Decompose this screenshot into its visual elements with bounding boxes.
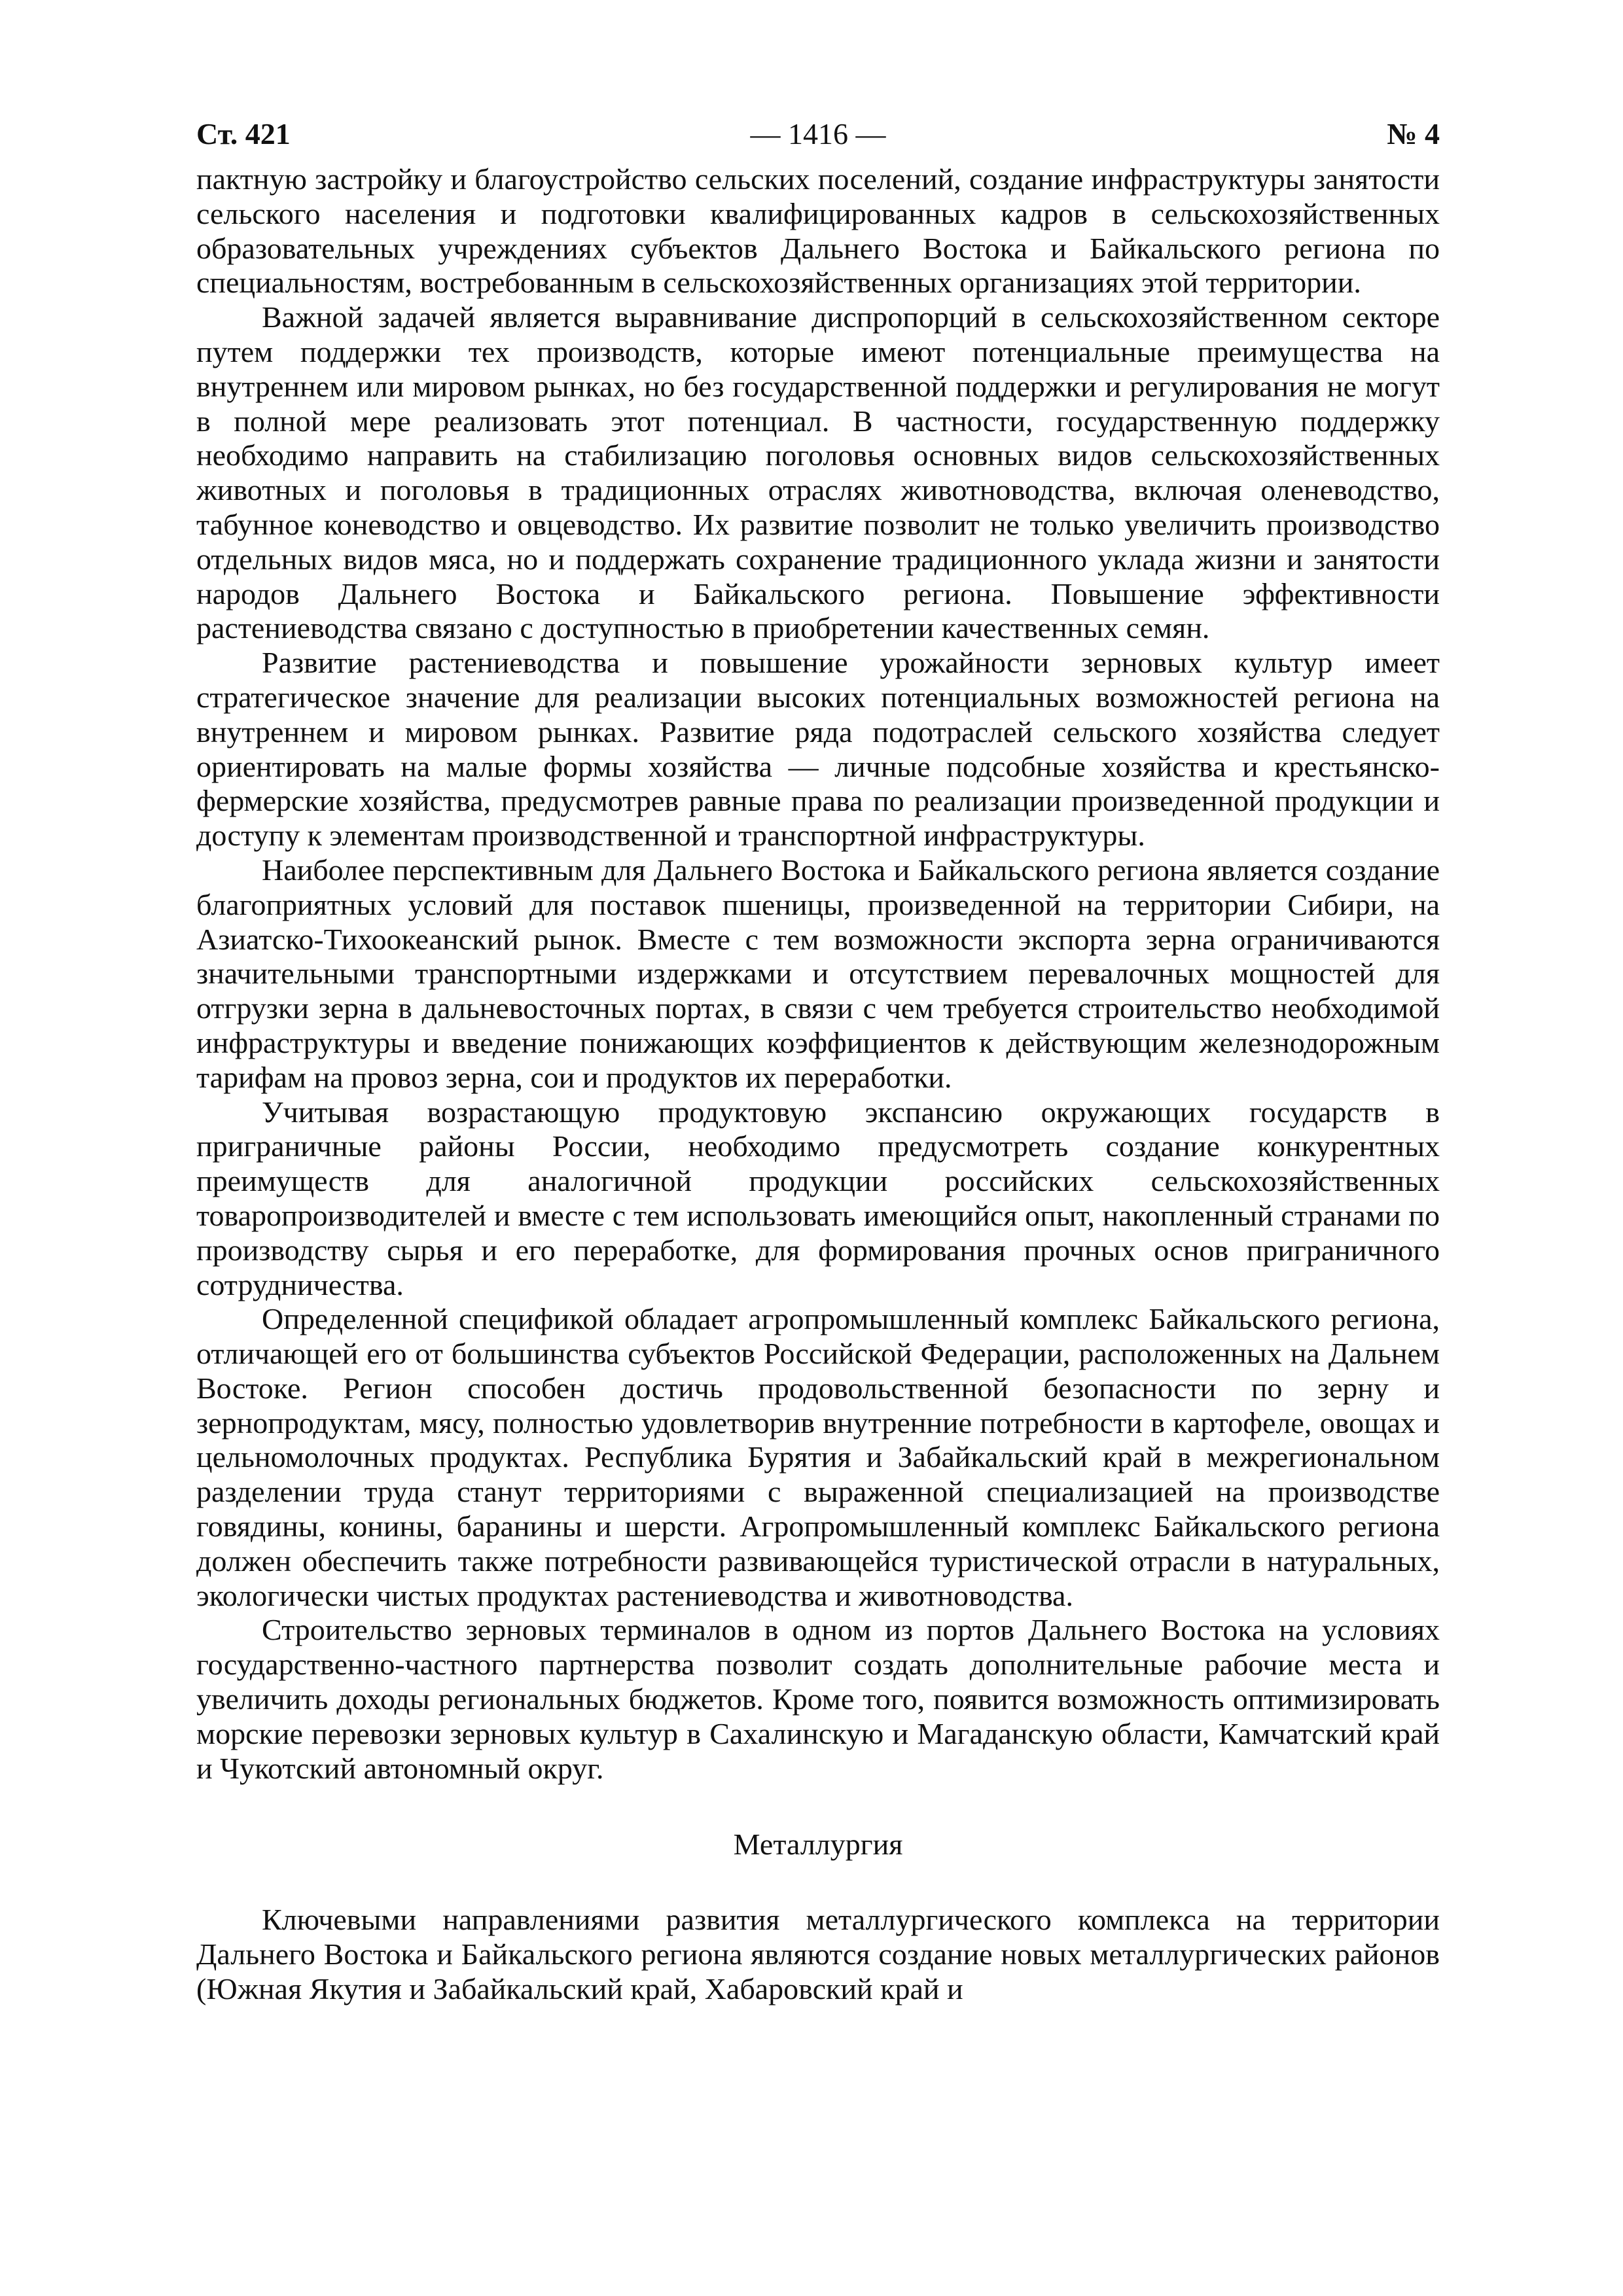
paragraph: Важной задачей является выравнивание диспропорций в сельскохозяйственном секторе путем поддержки тех производств, которые имеют потенциальные преимущества на внутреннем или мировом рынках, но без государственной поддержки и регулирования не могут в полной мере реализовать этот потенциал. В частности, государственную поддержку необходимо направить на стабилизацию поголовья основных видов сельскохозяйственных животных и поголовья в традиционных отраслях животноводства, включая оленеводство, табунное коневодство и овцеводство. Их развитие позволит не только увеличить производство отдельных видов мяса, но и поддержать сохранение традиционного уклада жизни и занятости народов Дальнего Востока и Байкальского региона. Повышение эффективности растениеводства связано с доступностью в приобретении качественных семян.	[196, 300, 1440, 645]
paragraph: Развитие растениеводства и повышение урожайности зерновых культур имеет стратегическое значение для реализации высоких потенциальных возможностей региона на внутреннем и мировом рынках. Развитие ряда подотраслей сельского хозяйства следует ориентировать на малые формы хозяйства — личные подсобные хозяйства и крестьянско-фермерские хозяйства, предусмотрев равные права по реализации произведенной продукции и доступу к элементам производственной и транспортной инфраструктуры.	[196, 646, 1440, 853]
paragraph: Строительство зерновых терминалов в одном из портов Дальнего Востока на условиях государственно-частного партнерства позволит создать дополнительные рабочие места и увеличить доходы региональных бюджетов. Кроме того, появится возможность оптимизировать морские перевозки зерновых культур в Сахалинскую и Магаданскую области, Камчатский край и Чукотский автономный округ.	[196, 1613, 1440, 1785]
paragraph: Учитывая возрастающую продуктовую экспансию окружающих государств в приграничные районы России, необходимо предусмотреть создание конкурентных преимуществ для аналогичной продукции российских сельскохозяйственных товаропроизводителей и вместе с тем использовать имеющийся опыт, накопленный странами по производству сырья и его переработке, для формирования прочных основ приграничного сотрудничества.	[196, 1095, 1440, 1301]
page-number: — 1416 —	[750, 117, 886, 150]
document-body	[196, 162, 1440, 2007]
issue-number: № 4	[1387, 117, 1440, 150]
paragraph: Наиболее перспективным для Дальнего Востока и Байкальского региона является создание благоприятных условий для поставок пшеницы, произведенной на территории Сибири, на Азиатско-Тихоокеанский рынок. Вместе с тем возможности экспорта зерна ограничиваются значительными транспортными издержками и отсутствием перевалочных мощностей для отгрузки зерна в дальневосточных портах, в связи с чем требуется строительство необходимой инфраструктуры и введение понижающих коэффициентов к действующим железнодорожным тарифам на провоз зерна, сои и продуктов их переработки.	[196, 853, 1440, 1094]
section-title: Металлургия	[733, 1828, 903, 1862]
paragraph: пактную застройку и благоустройство сельских поселений, создание инфраструктуры занятости сельского населения и подготовки квалифицированных кадров в сельскохозяйственных образовательных учреждениях субъектов Дальнего Востока и Байкальского региона по специальностям, востребованным в сельскохозяйственных организациях этой территории.	[196, 162, 1440, 300]
page-header	[196, 111, 1440, 157]
paragraph: Ключевыми направлениями развития металлургического комплекса на территории Дальнего Востока и Байкальского региона являются создание новых металлургических районов (Южная Якутия и Забайкальский край, Хабаровский край и	[196, 1903, 1440, 2005]
paragraph: Определенной спецификой обладает агропромышленный комплекс Байкальского региона, отличающей его от большинства субъектов Российской Федерации, расположенных на Дальнем Востоке. Регион способен достичь продовольственной безопасности по зерну и зернопродуктам, мясу, полностью удовлетворив внутренние потребности в картофеле, овощах и цельномолочных продуктах. Республика Бурятия и Забайкальский край в межрегиональном разделении труда станут территориями с выраженной специализацией на производстве говядины, конины, баранины и шерсти. Агропромышленный комплекс Байкальского региона должен обеспечить также потребности развивающейся туристической отрасли в натуральных, экологически чистых продуктах растениеводства и животноводства.	[196, 1302, 1440, 1612]
document-page	[196, 111, 1440, 2007]
article-number: Ст. 421	[196, 117, 291, 150]
